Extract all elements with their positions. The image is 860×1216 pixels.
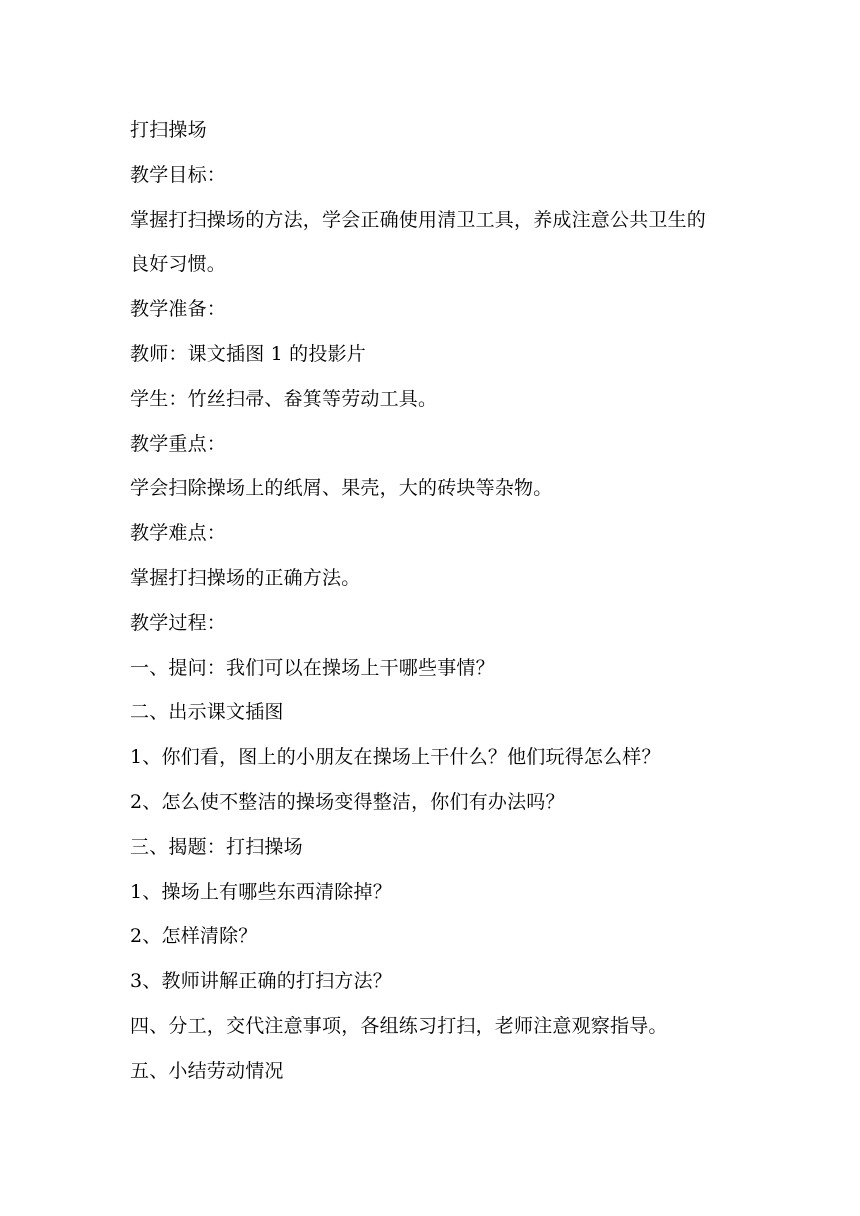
paragraph-line: 掌握打扫操场的正确方法。: [130, 566, 361, 589]
paragraph-line: 掌握打扫操场的方法，学会正确使用清卫工具，养成注意公共卫生的: [130, 208, 707, 231]
list-item: 2、怎样清除？: [130, 925, 258, 948]
paragraph-line: 学生：竹丝扫帚、畚箕等劳动工具。: [130, 387, 438, 410]
list-item: 二、出示课文插图: [130, 701, 284, 724]
paragraph-line: 教师：课文插图 1 的投影片: [130, 342, 366, 365]
document-title: 打扫操场: [130, 119, 207, 141]
section-heading-key-points: 教学重点：: [130, 432, 227, 455]
paragraph-line: 良好习惯。: [130, 253, 227, 276]
section-heading-difficulties: 教学难点：: [130, 522, 227, 545]
document-body: [130, 108, 740, 1094]
section-heading-objectives: 教学目标：: [130, 163, 227, 186]
list-item: 一、提问：我们可以在操场上干哪些事情？: [130, 656, 495, 679]
section-heading-process: 教学过程：: [130, 611, 227, 634]
list-item: 三、揭题：打扫操场: [130, 835, 303, 858]
list-item: 1、你们看，图上的小朋友在操场上干什么？他们玩得怎么样？: [130, 746, 661, 769]
list-item: 1、操场上有哪些东西清除掉？: [130, 880, 392, 903]
list-item: 五、小结劳动情况: [130, 1059, 284, 1082]
paragraph-line: 学会扫除操场上的纸屑、果壳，大的砖块等杂物。: [130, 477, 553, 500]
list-item: 四、分工，交代注意事项，各组练习打扫，老师注意观察指导。: [130, 1014, 668, 1037]
list-item: 2、怎么使不整洁的操场变得整洁，你们有办法吗？: [130, 790, 565, 813]
list-item: 3、教师讲解正确的打扫方法？: [130, 970, 392, 993]
section-heading-preparation: 教学准备：: [130, 298, 227, 321]
